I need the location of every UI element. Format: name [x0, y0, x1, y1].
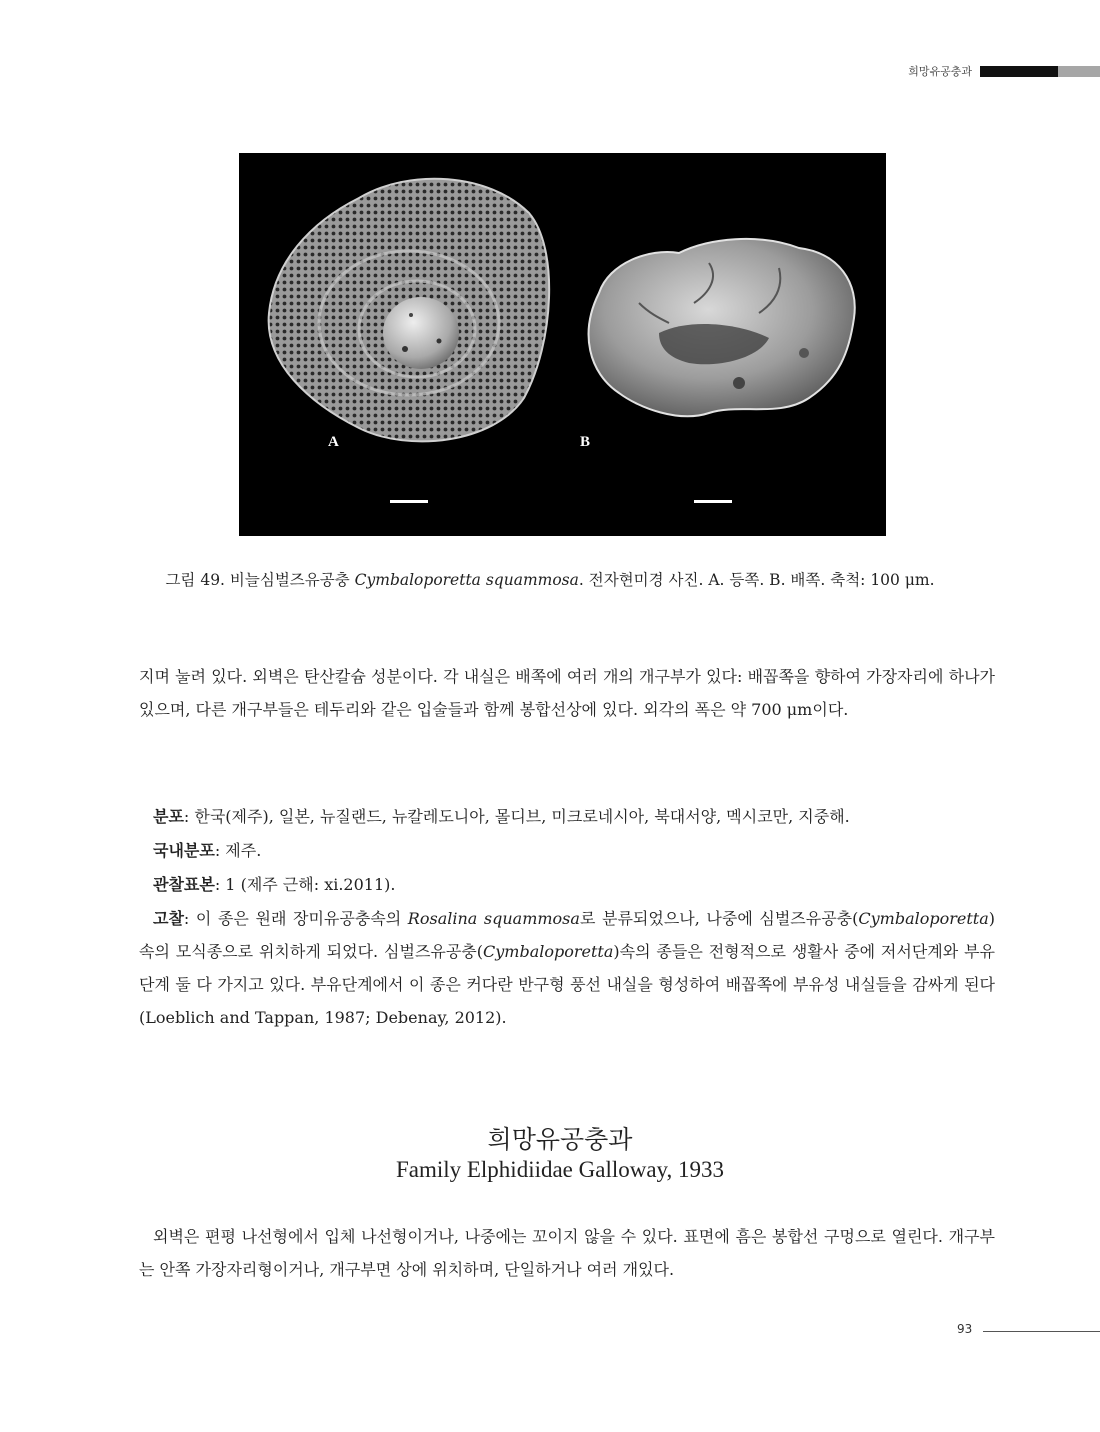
specimen-a [269, 179, 550, 442]
distribution-line [153, 800, 850, 833]
specimens-label: 관찰표본 [153, 875, 215, 894]
remarks-taxon-3: Cymbaloporetta [483, 942, 614, 961]
remarks-taxon-2: Cymbaloporetta [858, 909, 989, 928]
caption-prefix: 그림 49. 비늘심벌즈유공충 [165, 571, 355, 589]
domestic-label: 국내분포 [153, 841, 215, 860]
description-paragraph: 지며 눌려 있다. 외벽은 탄산칼슘 성분이다. 각 내실은 배쪽에 여러 개의 개구부가 있다: 배꼽쪽을 향하여 가장자리에 하나가 있으며, 다른 개구부들은 테두리와 같은 입술들과 함께 봉합선상에 있다. 외각의 폭은 약 700 μm이다. [139, 667, 995, 719]
figure-caption [100, 568, 1000, 590]
remarks-text-1: : 이 종은 원래 장미유공충속의 [183, 909, 408, 928]
remarks-text-3: )속의 모식종으로 위치하게 되었다. 심벌즈유공충( [139, 909, 995, 961]
running-header-title: 희망유공충과 [908, 65, 972, 78]
specimen-b [589, 239, 855, 416]
header-bar-dark [980, 66, 1058, 77]
remarks-paragraph [139, 902, 995, 1034]
figure-label-b: B [580, 434, 591, 450]
remarks-text-4: )속의 종들은 전형적으로 생활사 중에 저서단계와 부유단계 둘 다 가지고 있다. 부유단계에서 이 종은 커다란 반구형 풍선 내실을 형성하여 배꼽쪽에 부유성 내실들을 감싸게 된다(Loeblich and Tappan, 1987; Debenay, 2012). [139, 942, 995, 1027]
sem-figure [239, 153, 886, 536]
distribution-label: 분포 [153, 807, 184, 826]
caption-species: Cymbaloporetta squammosa [354, 571, 579, 589]
domestic-text: : 제주. [214, 841, 262, 860]
domestic-distribution-line [153, 834, 261, 867]
page-number: 93 [957, 1322, 973, 1336]
footer-rule [983, 1331, 1100, 1332]
family-title-korean: 희망유공충과 [487, 1125, 633, 1154]
specimens-text: : 1 (제주 근해: xi.2011). [214, 875, 396, 894]
family-description: 외벽은 편평 나선형에서 입체 나선형이거나, 나중에는 꼬이지 않을 수 있다. 표면에 흠은 봉합선 구멍으로 열린다. 개구부는 안쪽 가장자리형이거나, 개구부면 상에 위치하며, 단일하거나 여러 개있다. [139, 1227, 995, 1279]
scale-bar-b [694, 500, 732, 503]
family-title-english: Family Elphidiidae Galloway, 1933 [395, 1157, 725, 1182]
running-header [908, 64, 1100, 78]
sem-image [239, 153, 886, 536]
caption-suffix: . 전자현미경 사진. A. 등쪽. B. 배쪽. 축척: 100 μm. [578, 571, 935, 589]
figure-label-a: A [328, 434, 339, 450]
scale-bar-a [390, 500, 428, 503]
remarks-label: 고찰 [153, 909, 184, 928]
remarks-taxon-1: Rosalina squammosa [407, 909, 580, 928]
remarks-text-2: 로 분류되었으나, 나중에 심벌즈유공충( [579, 909, 859, 928]
distribution-text: : 한국(제주), 일본, 뉴질랜드, 뉴칼레도니아, 몰디브, 미크로네시아, 북대서양, 멕시코만, 지중해. [183, 807, 850, 826]
specimens-line [153, 868, 395, 901]
header-bar-light [1058, 66, 1100, 77]
